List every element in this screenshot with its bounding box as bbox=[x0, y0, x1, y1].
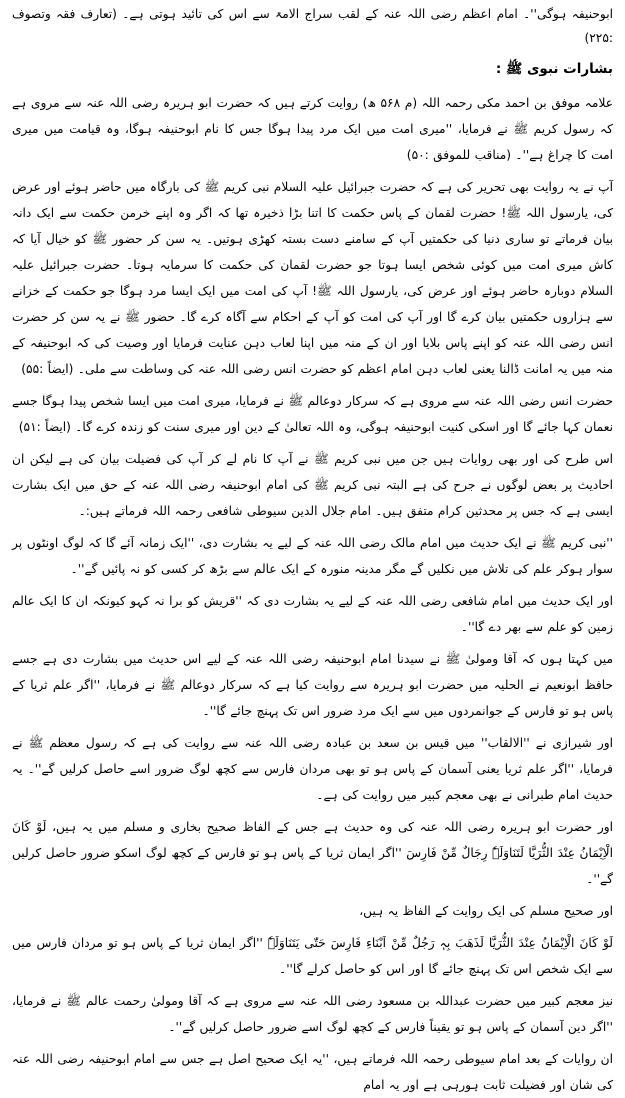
paragraph-imam-malik: ''نبی کریم ﷺ نے ایک حدیث میں امام مالک رضی اللہ عنہ کے لیے یہ بشارت دی، ''ایک زمانہ آئے گا کہ لوگ اونٹوں پر سوار ہوکر علم کی تلاش میں نکلیں گے مگر مدینہ منورہ کے ایک عالم سے بڑھ کر کسی کو نہ پائیں گے''۔ bbox=[12, 536, 613, 576]
paragraph-shirazi: اور شیرازی نے ''الالقاب'' میں قیس بن سعد بن عبادہ رضی اللہ عنہ سے روایت کی ہے کہ رسول معظم ﷺ نے فرمایا، ''اگر علم ثریا یعنی آسمان کے پاس ہو تو بھی مردان فارس سے کچھ لوگ ضرور اسے حاصل کرلیں گے''۔ یہ حدیث امام طبرانی نے بھی معجم کبیر میں روایت کی ہے۔ bbox=[12, 736, 613, 802]
section-heading: بشارات نبوی ﷺ : bbox=[495, 61, 613, 77]
paragraph-muwaffaq: علامہ موفق بن احمد مکی رحمہ اللہ (م ۵۶۸ ھ) روایت کرتے ہیں کہ حضرت ابو ہریرہ رضی اللہ عنہ سے مروی ہے کہ رسول کریم ﷺ نے فرمایا، ''میری امت میں ایک مرد پیدا ہوگا جس کا نام ابوحنیفہ ہوگا، وہ قیامت میں میری امت کا چراغ ہے''۔ (مناقب للموفق :۵۰) bbox=[12, 96, 613, 162]
document-page bbox=[12, 2, 613, 1092]
paragraph-abu-nuaym: میں کہتا ہوں کہ آقا ومولیٰ ﷺ نے سیدنا امام ابوحنیفہ رضی اللہ عنہ کے لیے اس حدیث میں بشارت دی ہے جسے حافظ ابونعیم نے الحلیہ میں حضرت ابو ہریرہ سے روایت کیا ہے کہ سرکار دوعالم ﷺ نے فرمایا، ''اگر علم ثریا کے پاس ہو تو فارس کے جوانمردوں میں سے ایک مرد ضرور اس تک پہنچ جائے گا''۔ bbox=[12, 652, 613, 718]
paragraph-suyuti-conclusion: ان روایات کے بعد امام سیوطی رحمہ اللہ فرماتے ہیں، ''یہ ایک صحیح اصل ہے جس سے امام ابوحنیفہ رضی اللہ عنہ کی شان اور فضیلت ثابت ہورہی ہے اور یہ امام bbox=[12, 1052, 613, 1092]
paragraph-muslim-hadith: لَوْ کَانَ الْاِیْمَانُ عِنْدَ الثُّرَیَّا لَذَھَبَ بِہٖ رَجُلٌ مِّنْ اَبْنَاءِ فَارِسَ حَتّٰی یَتَنَاوَلَہٗ ''اگر ایمان ثریا کے پاس ہو تو مردان فارس میں سے ایک شخص اس تک پہنچ جائے گا اور اس کو حاصل کرلے گا''۔ bbox=[12, 936, 613, 976]
paragraph-ibn-masud: نیز معجم کبیر میں حضرت عبداللہ بن مسعود رضی اللہ عنہ سے مروی ہے کہ آقا ومولیٰ رحمت عالم ﷺ نے فرمایا، ''اگر دین آسمان کے پاس ہو تو یقیناً فارس کے کچھ لوگ اسے ضرور حاصل کرلیں گے''۔ bbox=[12, 994, 613, 1034]
paragraph-muslim-intro: اور صحیح مسلم کی ایک روایت کے الفاظ یہ ہیں، bbox=[359, 904, 613, 918]
paragraph-jibrail-luqman: آپ نے یہ روایت بھی تحریر کی ہے کہ حضرت جبرائیل علیہ السلام نبی کریم ﷺ کی بارگاہ میں حاضر ہوئے اور عرض کی، یارسول اللہ ﷺ! حضرت لقمان کے پاس حکمت کا اتنا بڑا ذخیرہ تھا کہ اگر وہ اپنے خرمن حکمت سے ایک دانہ بیان فرماتے تو ساری دنیا کی حکمتیں آپ کے سامنے دست بستہ کھڑی ہوتیں۔ یہ سن کر حضور ﷺ کو خیال آیا کہ کاش میری امت میں کوئی شخص ایسا ہوتا جو حضرت لقمان کی حکمت کا سرمایہ ہوتا۔ حضرت جبرائیل علیہ السلام دوبارہ حاضر ہوئے اور عرض کی، یارسول اللہ ﷺ! آپ کی امت میں ایک ایسا مرد ہوگا جو حکمت کے خزانے سے ہزاروں حکمتیں بیان کرے گا اور آپ کی امت کو آپ کے احکام سے آگاہ کرے گا۔ حضور ﷺ نے یہ سن کر حضرت انس رضی اللہ عنہ کو اپنے پاس بلایا اور ان کے منہ میں اپنا لعاب دہن عنایت فرمایا اور وصیت کی کہ ابوحنیفہ کے منہ میں یہ امانت ڈالنا یعنی لعاب دہن امام اعظم کو حضرت انس رضی اللہ عنہ کی وساطت سے ملی۔ (ایضاً :۵۵) bbox=[12, 180, 613, 376]
paragraph-bukhari-muslim: اور حضرت ابو ہریرہ رضی اللہ عنہ کی وہ حدیث ہے جس کے الفاظ صحیح بخاری و مسلم میں یہ ہیں، لَوْ کَانَ الْاِیْمَانُ عِنْدَ الثُّرَیَّا لَتَنَاوَلَہٗ رِجَالٌ مِّنْ فَارِسَ ''اگر ایمان ثریا کے پاس ہو تو فارس کے کچھ لوگ اسکو ضرور حاصل کرلیں گے''۔ bbox=[12, 820, 613, 886]
citation-line: ابوحنیفہ ہوگی''۔ امام اعظم رضی اللہ عنہ کے لقب سراج الامۃ سے اس کی تائید ہوتی ہے۔ (تعارف فقہ وتصوف :۲۲۵) bbox=[12, 7, 613, 45]
paragraph-anas-numan: حضرت انس رضی اللہ عنہ سے مروی ہے کہ سرکار دوعالم ﷺ نے فرمایا، میری امت میں ایسا شخص پیدا ہوگا جسے نعمان کہا جائے گا اور اسکی کنیت ابوحنیفہ ہوگی، وہ اللہ تعالیٰ کے دین اور میری سنت کو زندہ کرے گا۔ (ایضاً :۵۱) bbox=[12, 394, 613, 434]
paragraph-imam-shafii: اور ایک حدیث میں امام شافعی رضی اللہ عنہ کے لیے یہ بشارت دی کہ ''قریش کو برا نہ کہو کیونکہ ان کا ایک عالم زمین کو علم سے بھر دے گا''۔ bbox=[12, 594, 613, 634]
paragraph-other-narrations: اس طرح کی اور بھی روایات ہیں جن میں نبی کریم ﷺ نے آپ کا نام لے کر آپ کی فضیلت بیان کی ہے لیکن ان احادیث پر بعض لوگوں نے جرح کی ہے البتہ نبی کریم ﷺ کی امام ابوحنیفہ رضی اللہ عنہ کے حق میں ایک بشارت ایسی ہے کہ جس پر محدثین کرام متفق ہیں۔ امام جلال الدین سیوطی شافعی رحمہ اللہ فرماتے ہیں:۔ bbox=[12, 452, 613, 518]
